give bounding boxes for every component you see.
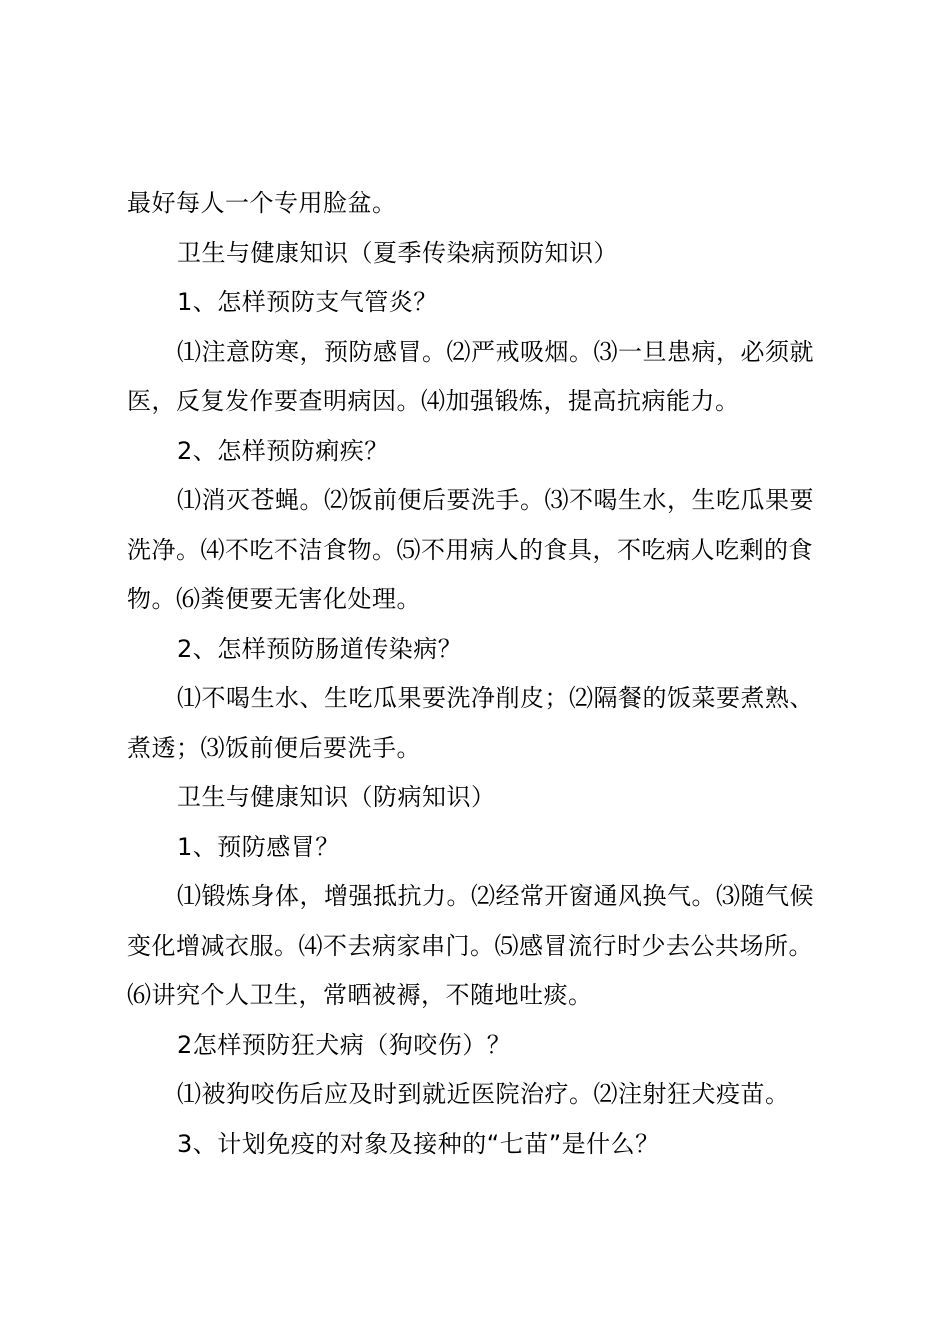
paragraph: ⑴不喝生水、生吃瓜果要洗净削皮；⑵隔餐的饭菜要煮熟、煮透；⑶饭前便后要洗手。 xyxy=(127,684,814,762)
question-heading: 2怎样预防狂犬病（狗咬伤）？ xyxy=(177,1030,512,1059)
paragraph: ⑴锻炼身体，增强抵抗力。⑵经常开窗通风换气。⑶随气候变化增减衣服。⑷不去病家串门。⑸感冒流行时少去公共场所。⑹讲究个人卫生，常晒被褥，不随地吐痰。 xyxy=(127,882,814,1009)
section-heading: 卫生与健康知识（防病知识） xyxy=(177,783,496,811)
paragraph: ⑴消灭苍蝇。⑵饭前便后要洗手。⑶不喝生水，生吃瓜果要洗净。⑷不吃不洁食物。⑸不用病人的食具，不吃病人吃剩的食物。⑹粪便要无害化处理。 xyxy=(127,486,814,613)
question-heading: 2、怎样预防肠道传染病？ xyxy=(177,634,463,663)
question-heading: 3、计划免疫的对象及接种的“七苗”是什么？ xyxy=(177,1129,660,1158)
section-heading: 卫生与健康知识（夏季传染病预防知识） xyxy=(177,238,618,267)
paragraph: ⑴被狗咬伤后应及时到就近医院治疗。⑵注射狂犬疫苗。 xyxy=(177,1080,790,1108)
question-heading: 1、怎样预防支气管炎？ xyxy=(177,288,438,316)
question-heading: 2、怎样预防痢疾？ xyxy=(177,436,389,465)
paragraph: ⑴注意防寒，预防感冒。⑵严戒吸烟。⑶一旦患病，必须就医，反复发作要查明病因。⑷加强锻炼，提高抗病能力。 xyxy=(127,337,814,415)
paragraph: 最好每人一个专用脸盆。 xyxy=(127,189,397,217)
question-heading: 1、预防感冒？ xyxy=(177,832,340,861)
document-body xyxy=(127,179,837,1169)
